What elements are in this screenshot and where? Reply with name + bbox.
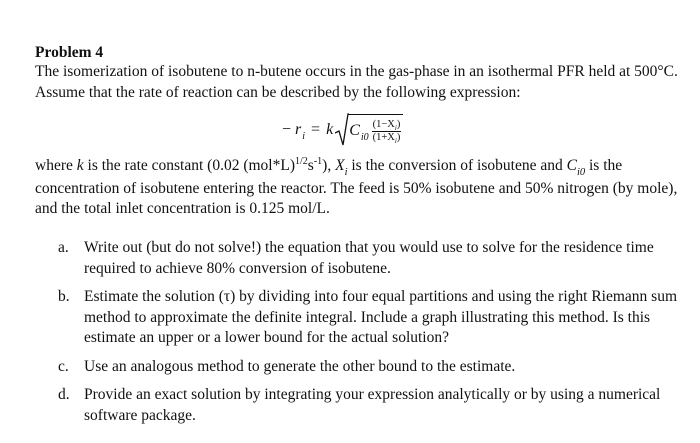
eq-minus: − [282, 121, 292, 138]
eq-equals: = [311, 121, 321, 138]
where-t3: s [307, 157, 314, 175]
where-t6: is the concentration of isobutene entering the reactor. The feed is 50% isobutene and 50% nitrogen (by mole), and the total inlet concentration is 0.125 mol/L. [35, 157, 678, 218]
problem-header [35, 43, 685, 103]
eq-num-close: ) [396, 118, 401, 130]
eq-num-text: (1−X [372, 118, 395, 130]
where-k: k [76, 157, 84, 175]
where-paragraph [35, 152, 685, 220]
eq-frac-denominator [372, 132, 402, 144]
list-item [58, 385, 678, 426]
eq-k: k [326, 121, 334, 138]
part-text: Use an analogous method to generate the other bound to the estimate. [84, 357, 516, 375]
part-marker: d. [58, 386, 70, 403]
where-t1: where [35, 157, 77, 175]
eq-c-subscript: i0 [360, 131, 369, 143]
where-c: C [566, 157, 577, 175]
part-text: Estimate the solution (τ) by dividing into four equal partitions and using the right Riemann sum method to approximate the definite integral. Include a graph illustrating this method. Is this estimate an upper or a lower bound for the actual solution? [84, 288, 677, 346]
where-exp2: -1 [313, 156, 323, 167]
radical-sign-icon [335, 113, 349, 147]
eq-fraction [372, 119, 402, 144]
part-text: Provide an exact solution by integrating your expression analytically or by using a numerical software package. [84, 386, 661, 424]
problem-title: Problem 4 [35, 44, 104, 61]
where-x: X [335, 157, 345, 175]
part-marker: a. [58, 239, 69, 256]
where-t5: is the conversion of isobutene and [347, 157, 567, 175]
list-item [58, 287, 678, 349]
where-x-sub: i [344, 167, 348, 179]
part-marker: c. [58, 357, 69, 375]
where-c-sub: i0 [576, 167, 586, 179]
rate-equation [282, 110, 403, 150]
eq-c-symbol: C [349, 122, 360, 139]
eq-square-root [335, 113, 403, 147]
eq-den-sub: i [394, 136, 397, 145]
part-text: Write out (but do not solve!) the equation that you would use to solve for the residence time required to achieve 80% conversion of isobutene. [84, 239, 654, 277]
eq-rate-subscript: i [302, 130, 306, 142]
eq-den-close: ) [396, 131, 401, 143]
eq-rate-symbol: r [295, 121, 302, 138]
problem-parts-list [58, 238, 678, 434]
eq-frac-numerator [372, 119, 402, 132]
where-exp1: 1/2 [295, 156, 308, 167]
part-marker: b. [58, 288, 70, 305]
where-t2: is the rate constant (0.02 (mol*L) [83, 157, 295, 175]
list-item [58, 238, 678, 279]
eq-num-sub: i [394, 123, 397, 132]
where-t4: ), [322, 157, 336, 175]
eq-radicand [348, 114, 403, 146]
list-item [58, 357, 678, 378]
problem-intro: The isomerization of isobutene to n-butene occurs in the gas-phase in an isothermal PFR held at 500°C. Assume that the rate of reaction can be described by the following expression: [35, 63, 678, 101]
eq-den-text: (1+X [372, 131, 395, 143]
